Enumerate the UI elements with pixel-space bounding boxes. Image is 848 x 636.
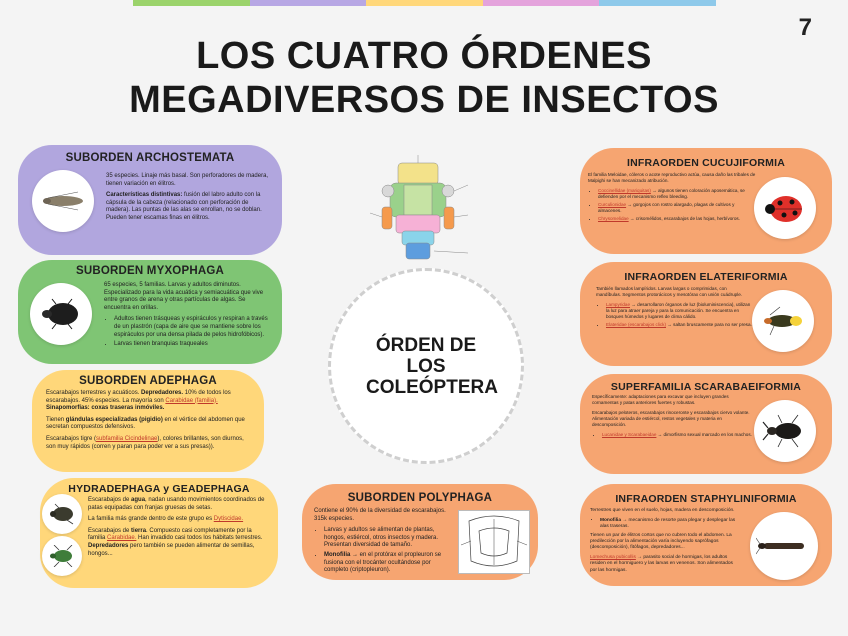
ladybug-image — [754, 177, 816, 239]
hydradephaga-p2-a: La familia más grande dentro de este grupo es — [88, 516, 214, 523]
hydradephaga-title: HYDRADEPHAGA y GEADEPHAGA — [68, 483, 250, 495]
rove-beetle-icon — [756, 534, 812, 558]
cucujiformia-li3-text: → crisomélidos, escarabajos de las hojas, herbívoros. — [628, 216, 740, 221]
elateriformia-p1: También llamados lampíridos. Larvas largas o comprimidas, con mandíbulas. Segmentos protorácicos y mesotórax con unión cuádruple. — [596, 286, 743, 297]
adephaga-p3 — [46, 436, 252, 451]
elateriformia-text — [596, 286, 752, 330]
elateriformia-li1-link[interactable]: Lampyridae — [606, 302, 631, 307]
archostemata-p2-bold: Características distintivas: — [106, 192, 183, 199]
staphyliniformia-p3 — [590, 555, 740, 574]
staphyliniformia-p1: Terrestres que viven en el suelo, hojas, madera en descomposición. — [590, 508, 735, 513]
top-bar-segment — [250, 0, 367, 6]
myxophaga-list — [104, 316, 272, 348]
hydradephaga-bubble — [40, 478, 278, 588]
beetle-head-illustration — [368, 155, 478, 270]
scarabaeiformia-list — [592, 432, 754, 438]
adephaga-p1 — [46, 390, 252, 413]
page-title — [0, 34, 848, 122]
adephaga-p3-b: ), colores brillantes, son diurnos, son muy rápidos (corren y paran para poder ver a sus presas)). — [46, 435, 244, 450]
archostemata-p2 — [106, 192, 272, 222]
firefly-image — [752, 290, 814, 352]
stag-beetle-icon — [762, 413, 808, 449]
round-black-beetle-icon — [38, 298, 84, 330]
hydradephaga-p1-a: Escarabajos de — [88, 497, 132, 503]
hydradephaga-p1-c: , nadan usando movimientos coordinados de patas equipadas con franjas gruesas de setas. — [88, 497, 265, 511]
cucujiformia-list — [588, 188, 756, 222]
adephaga-p1-a: Escarabajos terrestres y acuáticos. — [46, 390, 142, 396]
polyphaga-title: SUBORDEN POLYPHAGA — [347, 492, 493, 504]
water-beetle-icon — [47, 503, 77, 525]
scarabaeiformia-p2: Escarabajos peloteros, escarabajos rinoceronte y escarabajos ciervo volante. Alimentación variada de estiércol, restos vegetales y materia en descomposición. — [592, 410, 750, 427]
hydradephaga-p3-a: Escarabajos de — [88, 527, 132, 534]
scarabaeiformia-title: SUPERFAMILIA SCARABAEIFORMIA — [610, 381, 802, 393]
cucujiformia-text — [588, 172, 756, 224]
elateriformia-li1 — [606, 302, 752, 320]
staphyliniformia-lomechusa-link[interactable]: Lomechusa pubicollis — [590, 555, 636, 561]
staphyliniformia-list — [590, 518, 740, 530]
adephaga-p1-c: 10% de todos los escarabajos. 45% especies. La mayoría son — [46, 390, 231, 404]
hydradephaga-p3-b: tierra — [131, 527, 147, 534]
adephaga-p2 — [46, 417, 252, 432]
hydradephaga-p3-d: Han invadido casi todos los hábitats terrestres. — [136, 535, 263, 542]
top-color-bar — [133, 0, 716, 6]
adephaga-text — [46, 390, 252, 455]
top-bar-segment — [366, 0, 483, 6]
elateriformia-li2-link[interactable]: Elateridae (escarabajos click) — [606, 322, 666, 327]
scarabaeiformia-p1: Específicamente: adaptaciones para excavar que incluyen grandes cornamentas y patas anteriores fuertes y robustas. — [592, 394, 729, 405]
title-line-2: MEGADIVERSOS DE INSECTOS — [129, 79, 719, 121]
cucujiformia-li2-text: → gorgojos con rostro alargado, plagas de cultivos y almacenes. — [598, 202, 735, 213]
archostemata-text — [106, 173, 272, 227]
myxophaga-image — [30, 283, 92, 345]
center-circle — [328, 268, 524, 464]
polyphaga-list — [314, 527, 452, 575]
adephaga-bubble — [32, 370, 264, 472]
page-number: 7 — [798, 14, 812, 41]
scarabaeiformia-li1 — [602, 432, 754, 438]
elongated-beetle-icon — [38, 186, 88, 216]
cucujiformia-li2-link[interactable]: Curculionidae — [598, 202, 627, 207]
cucujiformia-title: INFRAORDEN CUCUJIFORMIA — [626, 157, 785, 169]
polyphaga-text — [314, 508, 452, 577]
cucujiformia-li1-link[interactable]: Coccinellidae (mariquitas) — [598, 188, 651, 193]
elateriformia-li2 — [606, 322, 752, 328]
myxophaga-li1: • Adultos tienen trásqueas y espiráculos y respiran a través de un plastrón (capa de aire que se mantiene sobre los espiráculos por una densa pilada de pelos hidrofóbicos). — [114, 316, 272, 339]
adephaga-p1-d: Sinapomorfías: coxas traseras inmóviles. — [46, 405, 165, 412]
staphyliniformia-li1-a: Monofilia — [600, 518, 622, 524]
ground-beetle-image — [42, 536, 82, 576]
hydradephaga-p3-e: Depredadores — [88, 542, 129, 549]
myxophaga-text — [104, 282, 272, 351]
polyphaga-li2-a: Monofilia — [324, 551, 351, 558]
cucujiformia-li1 — [598, 188, 756, 200]
hydradephaga-dytiscidae-link[interactable]: Dytiscidae. — [213, 516, 244, 523]
ladybug-icon — [762, 188, 808, 228]
elateriformia-list — [596, 302, 752, 328]
head-diagram — [368, 155, 478, 270]
polyphaga-li1: • Larvas y adultos se alimentan de plantas, hongos, estiércol, otros insectos y madera. Presentan diversidad de tamaño. — [324, 527, 452, 550]
staphyliniformia-title: INFRAORDEN STAPHYLINIFORMIA — [615, 493, 797, 505]
hydradephaga-p3-f: pero también se pueden alimentar de semillas, hongos... — [88, 542, 255, 557]
archostemata-p1: 35 especies. Linaje más basal. Son perforadores de madera, tienen variación en élitros. — [106, 173, 269, 187]
hydradephaga-text — [88, 497, 268, 562]
adephaga-title: SUBORDEN ADEPHAGA — [79, 375, 217, 387]
center-label: ÓRDEN DE LOS COLEÓPTERA — [366, 334, 498, 398]
cucujiformia-li3 — [598, 216, 756, 222]
adephaga-carabidae-link[interactable]: Carabidae (familia). — [165, 397, 218, 404]
polyphaga-p1: Contiene el 90% de la diversidad de escarabajos. 315k especies. — [314, 508, 446, 522]
staphyliniformia-p2: Tienen un par de élitros cortos que no cubren todo el abdomen. La predilección por la alimentación varía incluyendo saprófagos (descomposición), fitófagos, depredadores... — [590, 532, 732, 551]
hydradephaga-p1 — [88, 497, 268, 512]
hydradephaga-p3 — [88, 528, 268, 558]
archostemata-title: SUBORDEN ARCHOSTEMATA — [65, 152, 235, 164]
rove-beetle-image — [750, 512, 818, 580]
cucujiformia-p1: El familia Meloidae, cóleros o acote reproductivo actúa, causa daño las tribales de Malpighi se han mecanizado atribución. — [588, 172, 756, 183]
top-bar-segment — [599, 0, 716, 6]
polyphaga-li2-b: → en el protórax el propleuron se fusiona con el trocánter ocultándose por completo (criptopleuron). — [324, 551, 442, 574]
adephaga-p2-c: en el vértice del abdomen que secretan compuestos defensivos. — [46, 416, 245, 431]
adephaga-p2-a: Tienen — [46, 416, 66, 423]
cucujiformia-li1-text: → algunos tienen coloración aposemática, se defienden por el mecanismo reflex bleeding. — [598, 188, 745, 199]
elateriformia-title: INFRAORDEN ELATERIFORMIA — [624, 271, 788, 283]
archostemata-p2-text: fusión del labro adulto con la cápsula de la cabeza (relacionado con perforación de madera). Las puntas de las alas se enrollan, no se doblan. Pueden tener escamas finas en élitros. — [106, 192, 262, 221]
hydradephaga-p2 — [88, 516, 268, 524]
title-line-1: LOS CUATRO ÓRDENES — [196, 35, 652, 77]
myxophaga-p1: 65 especies, 5 familias. Larvas y adultos diminutos. Especializado para la vida acuática y semiacuática que vive entre granos de arena y otras partículas de algas. Se encuentra en orillas. — [104, 282, 264, 311]
staphyliniformia-li1-b: → mecanismo de resorte para plegar y desplegar las alas traseras. — [600, 518, 736, 530]
hydradephaga-p1-b: agua — [131, 497, 146, 503]
hydradephaga-carabidae-link[interactable]: Carabidae. — [107, 535, 137, 542]
adephaga-cicindelinae-link[interactable]: subfamilia Cicindelinae — [96, 435, 158, 442]
staphyliniformia-text — [590, 508, 740, 578]
polyphaga-diagram — [458, 510, 530, 574]
adephaga-p3-a: Escarabajos tigre ( — [46, 435, 97, 442]
staphyliniformia-p3-b: → parasito social de hormigas, los adultos residen en el hormiguero y las larvas en venenos. Son alimentados por las hormigas. — [590, 555, 733, 573]
top-bar-segment — [133, 0, 250, 6]
firefly-icon — [760, 304, 806, 338]
cucujiformia-li2 — [598, 202, 756, 214]
scarabaeiformia-text — [592, 394, 754, 440]
myxophaga-li2: • Larvas tienen branquias traqueales — [114, 341, 272, 349]
hydradephaga-p3-c: . Compuesto casi completamente por la familia — [88, 527, 252, 542]
water-beetle-image — [42, 494, 82, 534]
adephaga-p1-b: Depredadores. — [141, 390, 184, 396]
myxophaga-title: SUBORDEN MYXOPHAGA — [75, 265, 224, 277]
stag-beetle-image — [754, 400, 816, 462]
staphyliniformia-li1 — [600, 518, 740, 530]
elateriformia-li2-text: → saltan bruscamente para no ser presa. — [666, 322, 752, 327]
adephaga-p2-b: glándulas especializadas (pigidio) — [65, 416, 163, 423]
scarabaeiformia-li1-link[interactable]: Lucanidae y Scarabaeidae — [602, 432, 657, 437]
archostemata-image — [32, 170, 94, 232]
elateriformia-li1-text: → desarrollaron órganos de luz (bioluminiscencia), utilizan la luz para atraer pareja y para la comunicación. Se encuentra en bosques húmedos y lugares de clima cálido. — [606, 302, 751, 319]
polyphaga-li2 — [324, 552, 452, 575]
scarabaeiformia-li1-text: → dimorfismo sexual marcado en los machos. — [656, 432, 752, 437]
ground-beetle-icon — [47, 545, 77, 567]
polyphaga-bubble — [302, 484, 538, 580]
cucujiformia-li3-link[interactable]: Chrysomelidae — [598, 216, 629, 221]
top-bar-segment — [483, 0, 600, 6]
thorax-diagram-illustration — [459, 511, 529, 573]
